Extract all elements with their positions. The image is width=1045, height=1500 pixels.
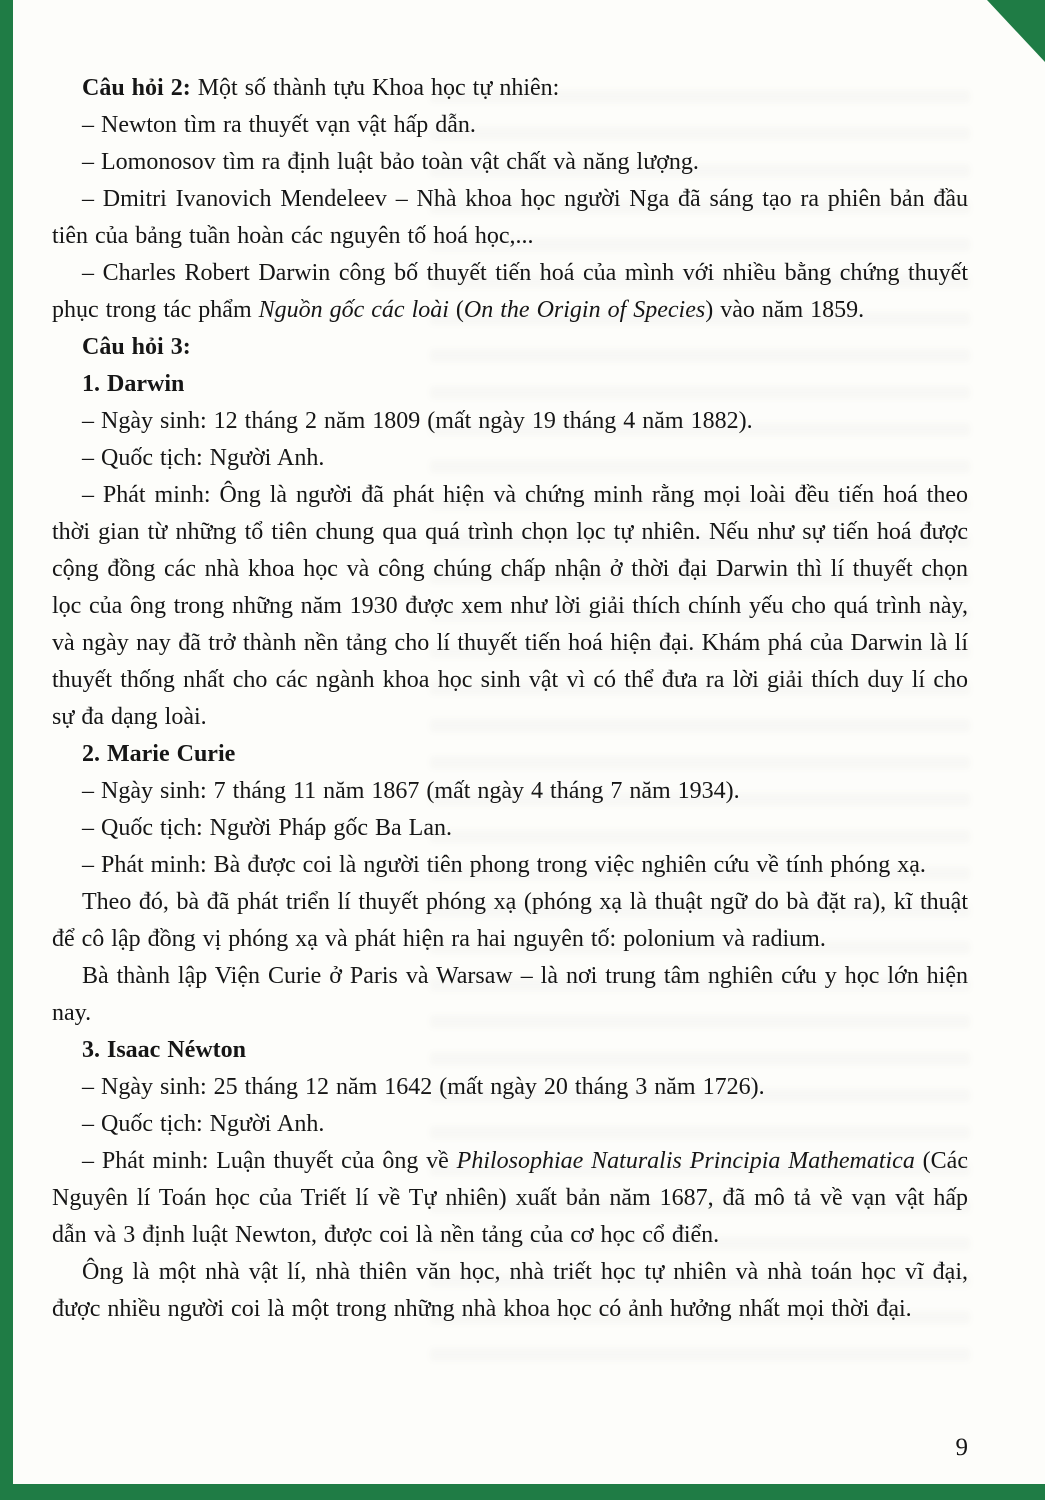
green-bottom-border (0, 1484, 1045, 1500)
bullet-darwin-origin (52, 255, 968, 329)
darwin-nationality (52, 440, 968, 477)
text-segment: – Ngày sinh: 25 tháng 12 năm 1642 (mất ngày 20 tháng 3 năm 1726). (82, 1074, 765, 1100)
curie-radioactivity (52, 884, 968, 958)
darwin-birth (52, 403, 968, 440)
text-segment: – Dmitri Ivanovich Mendeleev – Nhà khoa học người Nga đã sáng tạo ra phiên bản đầu tiên của bảng tuần hoàn các nguyên tố hoá học,... (52, 186, 968, 249)
document-body (52, 70, 968, 1328)
text-segment: Ông là một nhà vật lí, nhà thiên văn học, nhà triết học tự nhiên và nhà toán học vĩ đại, được nhiều người coi là một trong những nhà khoa học có ảnh hưởng nhất mọi thời đại. (52, 1259, 968, 1322)
bullet-lomonosov (52, 144, 968, 181)
newton-invention (52, 1143, 968, 1254)
newton-nationality (52, 1106, 968, 1143)
text-segment: – Quốc tịch: Người Pháp gốc Ba Lan. (82, 815, 452, 841)
text-segment: – Lomonosov tìm ra định luật bảo toàn vật chất và năng lượng. (82, 149, 699, 175)
text-segment: – Phát minh: Bà được coi là người tiên phong trong việc nghiên cứu về tính phóng xạ. (82, 852, 926, 878)
bullet-newton (52, 107, 968, 144)
text-segment: – Ngày sinh: 7 tháng 11 năm 1867 (mất ngày 4 tháng 7 năm 1934). (82, 778, 740, 804)
newton-birth (52, 1069, 968, 1106)
text-segment: – Phát minh: Ông là người đã phát hiện và chứng minh rằng mọi loài đều tiến hoá theo thời gian từ những tổ tiên chung qua quá trình chọn lọc tự nhiên. Nếu như sự tiến hoá được cộng đồng các nhà khoa học và công chúng chấp nhận ở thời đại Darwin thì lí thuyết chọn lọc của ông trong những năm 1930 được xem như lời giải thích chính yếu cho quá trình này, và ngày nay đã trở thành nền tảng cho lí thuyết tiến hoá hiện đại. Khám phá của Darwin là lí thuyết thống nhất cho các ngành khoa học sinh vật vì có thể đưa ra lời giải thích duy lí cho sự đa dạng loài. (52, 482, 968, 730)
green-corner-triangle (987, 0, 1045, 62)
text-segment: – Ngày sinh: 12 tháng 2 năm 1809 (mất ngày 19 tháng 4 năm 1882). (82, 408, 753, 434)
text-segment: 3. Isaac Néwton (82, 1037, 246, 1063)
text-segment: – Quốc tịch: Người Anh. (82, 1111, 325, 1137)
text-segment: 1. Darwin (82, 371, 185, 397)
text-segment: – Newton tìm ra thuyết vạn vật hấp dẫn. (82, 112, 476, 138)
text-segment: (Các Nguyên lí Toán học của Triết lí về Tự nhiên) xuất bản năm 1687, đã mô tả về vạn vật hấp dẫn và 3 định luật Newton, được coi là nền tảng của cơ học cổ điển. (52, 1148, 968, 1248)
text-segment: ) vào năm 1859. (705, 297, 865, 323)
text-segment: Câu hỏi 3: (82, 334, 191, 360)
section-1-darwin-heading (52, 366, 968, 403)
darwin-invention (52, 477, 968, 736)
text-segment: On the Origin of Species (463, 297, 706, 323)
question-2-heading-paragraph (52, 70, 968, 107)
section-3-newton-heading (52, 1032, 968, 1069)
text-segment: Nguồn gốc các loài (258, 297, 449, 323)
text-segment: Bà thành lập Viện Curie ở Paris và Warsaw – là nơi trung tâm nghiên cứu y học lớn hiện nay. (52, 963, 968, 1026)
text-segment: 2. Marie Curie (82, 741, 236, 767)
section-2-curie-heading (52, 736, 968, 773)
curie-birth (52, 773, 968, 810)
curie-invention (52, 847, 968, 884)
curie-institute (52, 958, 968, 1032)
text-segment: Theo đó, bà đã phát triển lí thuyết phóng xạ (phóng xạ là thuật ngữ do bà đặt ra), kĩ thuật để cô lập đồng vị phóng xạ và phát hiện ra hai nguyên tố: polonium và radium. (52, 889, 968, 952)
text-segment: Câu hỏi 2: (82, 75, 198, 101)
newton-legacy (52, 1254, 968, 1328)
text-segment: Một số thành tựu Khoa học tự nhiên: (197, 75, 560, 101)
bullet-mendeleev (52, 181, 968, 255)
text-segment: ( (448, 297, 464, 323)
text-segment: Philosophiae Naturalis Principia Mathematica (456, 1148, 915, 1174)
text-segment: – Phát minh: Luận thuyết của ông về (82, 1148, 457, 1174)
text-segment: – Quốc tịch: Người Anh. (82, 445, 325, 471)
text-segment: – Charles Robert Darwin công bố thuyết tiến hoá của mình với nhiều bằng chứng thuyết phục trong tác phẩm (52, 260, 968, 323)
page-number: 9 (955, 1434, 968, 1461)
question-3-heading (52, 329, 968, 366)
green-left-border (0, 0, 13, 1500)
curie-nationality (52, 810, 968, 847)
